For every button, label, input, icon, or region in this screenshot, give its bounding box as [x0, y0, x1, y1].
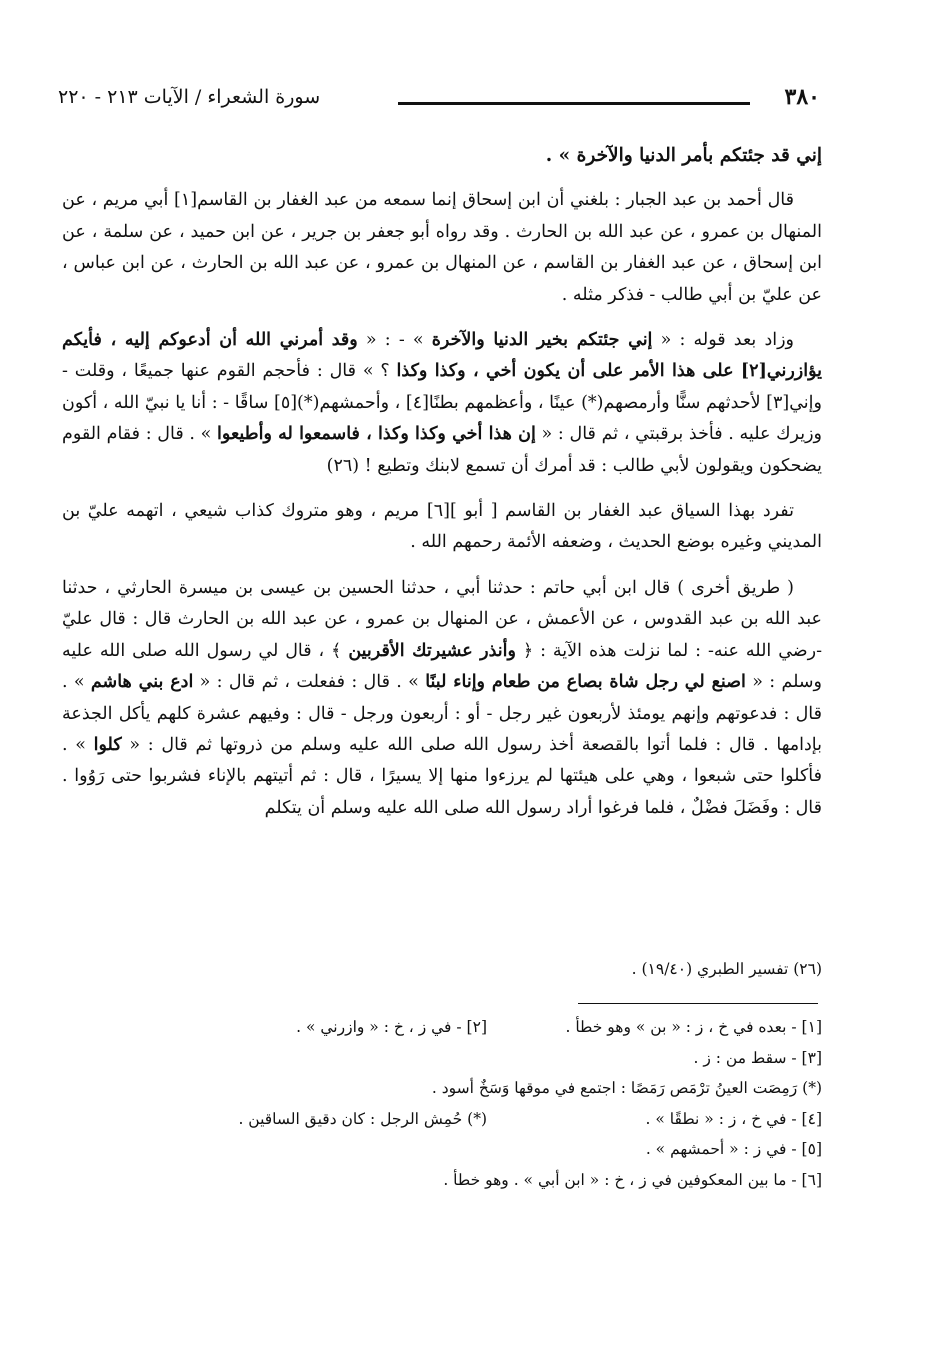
quran-verse: وأنذر عشيرتك الأقربين — [348, 640, 516, 661]
footnote-row — [62, 1043, 822, 1074]
hadith-quote: إني جئتكم بخير الدنيا والآخرة — [431, 330, 653, 351]
footnote-row — [62, 1073, 822, 1104]
hadith-quote: وقد أمرني الله أن أدعوكم إليه ، فأيكم يؤازرني[٢] على هذا الأمر على أن يكون أخي ، وكذا وكذا — [62, 330, 822, 382]
header-rule — [398, 102, 750, 105]
text-run: » - : « — [357, 330, 432, 351]
footnote-5: [٥] - في ز : « أحمشهم » . — [645, 1140, 822, 1158]
footnote-separator — [578, 1003, 818, 1004]
footnote-4: [٤] - في خ ، ز : « نطقًا » . — [645, 1109, 822, 1128]
footnote-3: [٣] - سقط من : ز . — [693, 1048, 822, 1067]
text-run: ( طريق أخرى ) قال ابن أبي حاتم : حدثنا أبي ، حدثنا الحسين بن عيسى بن ميسرة الحارثي ، حدثنا عبد الله بن عبد القدوس ، عن الأعمش ، عن المنهال بن عمرو ، عن عبد الله بن الحارث قال : قال عليّ -رضي الله عنه- : لما نزلت هذه الآية : ﴿ — [62, 577, 823, 661]
footnote-row — [62, 1165, 822, 1196]
footnote-row — [62, 1012, 822, 1043]
hadith-quote: اصنع لي رجل شاة بصاع من طعام وإناء لبنًا — [425, 672, 746, 693]
paragraph-3: تفرد بهذا السياق عبد الغفار بن القاسم [ أبو ][٦] مريم ، وهو متروك كذاب شيعي ، اتهمه عليّ بن المديني وغيره بوضع الحديث ، وضعفه الأئمة رحمهم الله . — [62, 501, 822, 553]
running-title: سورة الشعراء / الآيات ٢١٣ - ٢٢٠ — [58, 86, 321, 108]
paragraph-2 — [62, 325, 822, 482]
text-run: ؟ » قال : فأحجم القوم عنها جميعًا ، وقلت - وإني[٣] لأحدثهم سنًّا وأرمصهم(*) عينًا ، وأعظمهم بطنًا[٤] ، وأحمشهم(*)[٥] ساقًا - : أنا يا نبيّ الله ، أكون وزيرك عليه . فأخذ برقبتي ، ثم قال : « — [62, 361, 822, 445]
source-footnote: (٢٦) تفسير الطبري (١٩/٤٠) . — [631, 960, 822, 978]
footnote-row — [62, 1134, 822, 1165]
text-run: » . فأكلوا حتى شبعوا ، وهي على هيئتها لم يرزءوا منها إلا يسيرًا ، قال : ثم أتيتهم بالإناء فشربوا حتى رَوُوا . قال : وفَضَلَ فضْلٌ ، فلما فرغوا أراد رسول الله صلى الله عليه وسلم أن يتكلم — [62, 734, 822, 818]
footnote-6: [٦] - ما بين المعكوفين في ز ، خ : « ابن أبي » . وهو خطأ . — [443, 1170, 822, 1189]
footnote-gloss-1: (*) رَمِصَت العينُ ترْمَص رَمَصًا : اجتمع في موقها وَسَخٌ أسود . — [431, 1079, 822, 1097]
text-run: » . قال : ففعلت ، ثم قال : « — [193, 672, 426, 693]
hadith-quote: كلوا — [93, 734, 122, 755]
hadith-quote: إن هذا أخي وكذا وكذا ، فاسمعوا له وأطيعوا — [217, 424, 536, 445]
footnote-row — [62, 1104, 822, 1135]
text-run: ﴾ ، قال لي رسول الله صلى الله عليه وسلم : « — [62, 640, 822, 693]
text-run: وزاد بعد قوله : « — [652, 330, 794, 351]
text-run: » . قال : فقام القوم يضحكون ويقولون لأبي طالب : قد أمرك أن تسمع لابنك وتطيع ! (٢٦) — [62, 424, 822, 476]
footnotes — [62, 960, 822, 1195]
paragraph-1: قال أحمد بن عبد الجبار : بلغني أن ابن إسحاق إنما سمعه من عبد الغفار بن القاسم[١] أبي مريم ، عن المنهال بن عمرو ، عن عبد الله بن الحارث . وقد رواه أبو جعفر بن جرير ، عن ابن حميد ، عن سلمة ، عن ابن إسحاق ، عن عبد الغفار بن القاسم ، عن المنهال بن عمرو ، عن عبد الله بن الحارث ، عن ابن عباس ، عن عليّ بن أبي طالب - فذكر مثله . — [62, 190, 822, 305]
page-header — [58, 84, 820, 116]
hadith-quote: ادع بني هاشم — [90, 672, 194, 693]
footnote-2: [٢] - في ز ، خ : « وازرني » . — [296, 1018, 487, 1036]
footnote-1: [١] - بعده في خ ، ز : « بن » وهو خطأ . — [565, 1018, 822, 1036]
page-number: ٣٨٠ — [784, 84, 820, 110]
continued-quote: إني قد جئتكم بأمر الدنيا والآخرة » . — [545, 145, 822, 166]
paragraph-4 — [62, 573, 822, 824]
footnote-gloss-2: (*) حُمِش الرجل : كان دقيق الساقين . — [238, 1109, 487, 1128]
main-text — [62, 140, 822, 838]
text-run: » . قال : فدعوتهم وإنهم يومئذ لأربعون غير رجل - أو : أربعون ورجل - قال : وفيهم عشرة كلهم يأكل الجذعة بإدامها . قال : فلما أتوا بالقصعة أخذ رسول الله صلى الله عليه وسلم من ذروتها ثم قال : « — [62, 672, 822, 755]
